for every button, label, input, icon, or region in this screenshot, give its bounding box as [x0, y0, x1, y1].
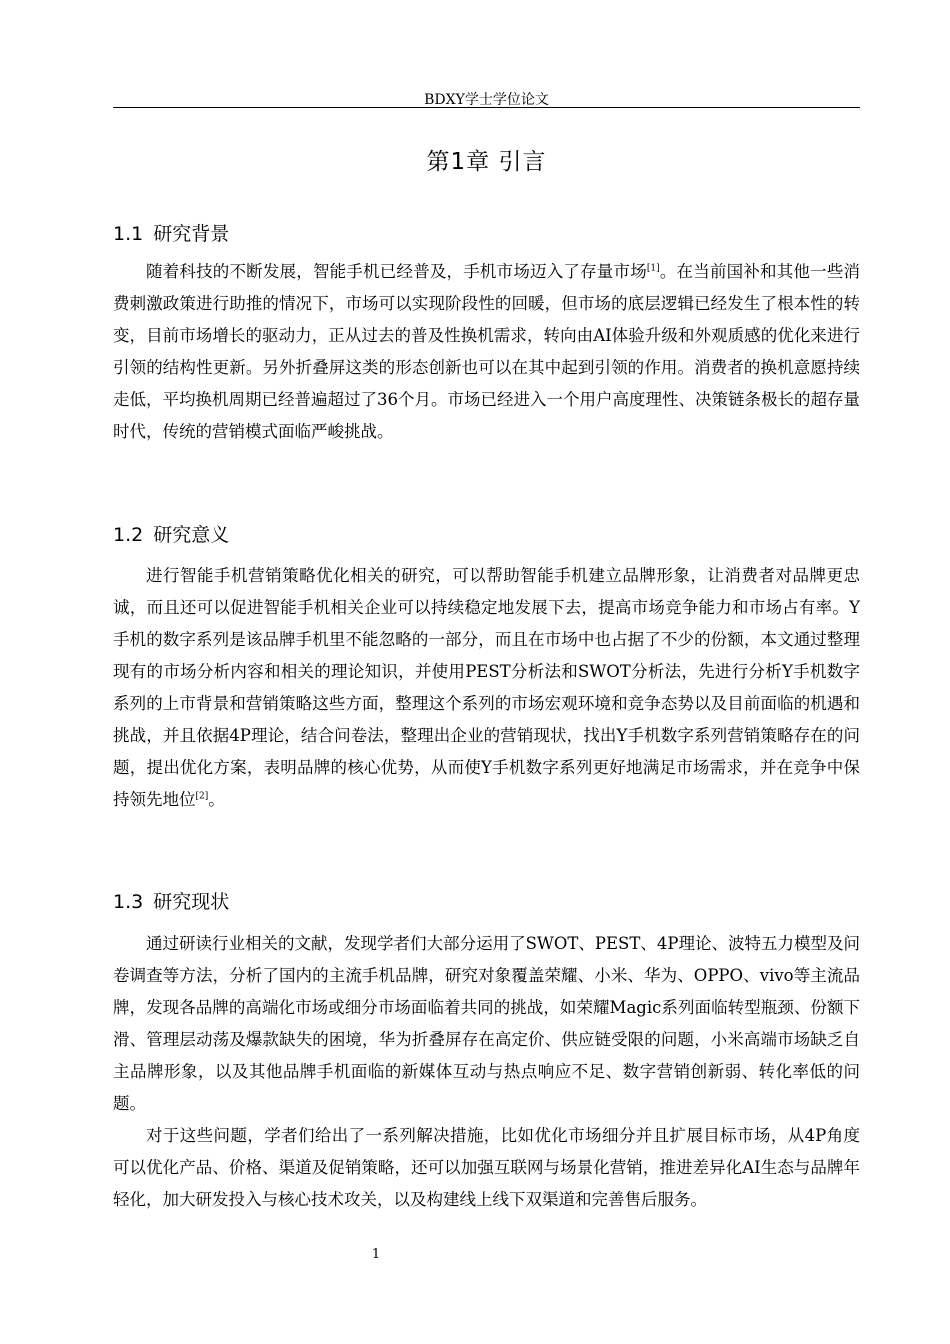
paragraph-text: 通过研读行业相关的文献，发现学者们大部分运用了SWOT、PEST、4P理论、波特五力模型及问卷调查等方法，分析了国内的主流手机品牌，研究对象覆盖荣耀、小米、华为、OPPO、vivo等主流品牌，发现各品牌的高端化市场或细分市场面临着共同的挑战，如荣耀Magic系列面临转型瓶颈、份额下滑、管理层动荡及爆款缺失的困境，华为折叠屏存在高定价、供应链受限的问题，小米高端市场缺乏自主品牌形象，以及其他品牌手机面临的新媒体互动与热点响应不足、数字营销创新弱、转化率低的问题。	[113, 934, 860, 1113]
header-rule	[113, 107, 860, 108]
paragraph	[113, 1120, 860, 1216]
citation-marker: [2]	[195, 791, 209, 802]
paragraph	[113, 560, 860, 816]
chapter-title: 第1章 引言	[426, 149, 547, 175]
paragraph-text: 进行智能手机营销策略优化相关的研究，可以帮助智能手机建立品牌形象，让消费者对品牌更忠诚，而且还可以促进智能手机相关企业可以持续稳定地发展下去，提高市场竞争能力和市场占有率。Y手机的数字系列是该品牌手机里不能忽略的一部分，而且在市场中也占据了不少的份额，本文通过整理现有的市场分析内容和相关的理论知识，并使用PEST分析法和SWOT分析法，先进行分析Y手机数字系列的上市背景和营销策略这些方面，整理这个系列的市场宏观环境和竞争态势以及目前面临的机遇和挑战，并且依据4P理论，结合问卷法，整理出企业的营销现状，找出Y手机数字系列营销策略存在的问题，提出优化方案，表明品牌的核心优势，从而使Y手机数字系列更好地满足市场需求，并在竞争中保持领先地位	[113, 566, 860, 809]
paragraph	[113, 928, 860, 1120]
section-number: 1.2	[113, 524, 144, 546]
paragraph-text: 随着科技的不断发展，智能手机已经普及，手机市场迈入了存量市场	[146, 262, 647, 281]
citation-marker: [1]	[646, 263, 660, 274]
section-heading-1-2	[113, 520, 860, 550]
section-title: 研究背景	[153, 223, 230, 245]
section-heading-1-1	[113, 219, 860, 249]
section-title: 研究意义	[153, 524, 230, 546]
paragraph-text: 对于这些问题，学者们给出了一系列解决措施，比如优化市场细分并且扩展目标市场，从4P角度可以优化产品、价格、渠道及促销策略，还可以加强互联网与场景化营销，推进差异化AI生态与品牌年轻化，加大研发投入与核心技术攻关，以及构建线上线下双渠道和完善售后服务。	[113, 1126, 860, 1209]
running-header: BDXY学士学位论文	[424, 92, 549, 108]
paragraph-text: 。	[208, 790, 225, 809]
section-heading-1-3	[113, 887, 860, 917]
paragraph-text: 。在当前国补和其他一些消费刺激政策进行助推的情况下，市场可以实现阶段性的回暖，但市场的底层逻辑已经发生了根本性的转变，目前市场增长的驱动力，正从过去的普及性换机需求，转向由AI体验升级和外观质感的优化来进行引领的结构性更新。另外折叠屏这类的形态创新也可以在其中起到引领的作用。消费者的换机意愿持续走低，平均换机周期已经普遍超过了36个月。市场已经进入一个用户高度理性、决策链条极长的超存量时代，传统的营销模式面临严峻挑战。	[113, 262, 861, 441]
section-number: 1.1	[113, 223, 144, 245]
section-title: 研究现状	[153, 891, 230, 913]
paragraph	[113, 256, 860, 448]
section-number: 1.3	[113, 891, 144, 913]
page-number: 1	[371, 1247, 381, 1262]
